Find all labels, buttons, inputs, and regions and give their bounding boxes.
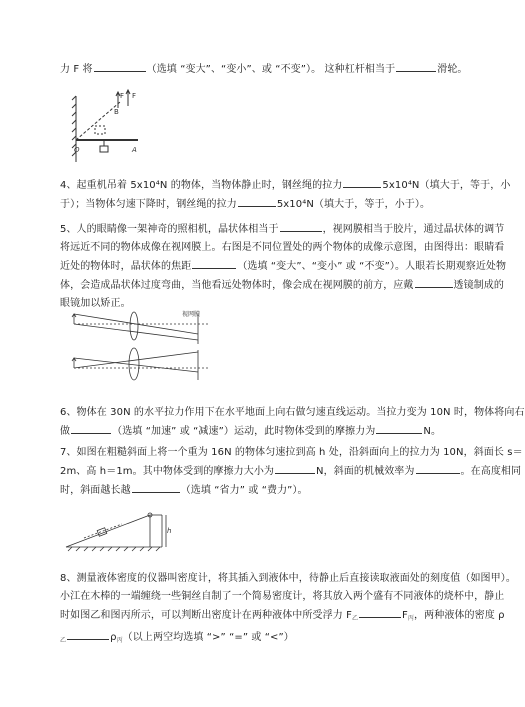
q5-blank-1[interactable] — [280, 220, 322, 232]
q3-text-a: 力 F 将 — [60, 64, 93, 75]
q4-text-b: 5x10⁴N（填大于，等于， — [382, 180, 501, 191]
question-4 — [60, 176, 511, 214]
q5-text-a: 5、人的眼睛像一架神奇的照相机，晶状体相当于 — [60, 224, 279, 235]
q5-text-d: （选填 “变大”、“变小” 或 “不变”）。人眼若长期观察近处物 — [237, 261, 507, 272]
q3-blank-1[interactable] — [94, 60, 146, 72]
q7-text-e: （选填 “省力” 或 “费力”）。 — [180, 485, 308, 496]
q6-blank-1[interactable] — [71, 422, 111, 434]
q3-blank-2[interactable] — [396, 60, 436, 72]
q8-text-a: 时如图乙和图丙所示，可以判断出密度计在两种液体中所受浮力 F — [60, 610, 352, 621]
q3-text-b: （选填 “变大”、“变小”、或 “不变”）。 这种杠杆相当于 — [146, 64, 396, 75]
lever-figure — [68, 88, 158, 166]
incline-figure — [62, 505, 174, 555]
question-5 — [60, 220, 507, 313]
fig-label-o: O — [74, 146, 80, 154]
q5-blank-3[interactable] — [415, 276, 453, 288]
q8-sub-yi-2: 乙 — [60, 637, 67, 644]
height-label: h — [167, 527, 172, 535]
q8-blank-2[interactable] — [67, 628, 109, 640]
q4-text-c: 小 — [500, 180, 511, 191]
q3-text-c: 滑轮。 — [437, 64, 468, 75]
q8-sub-bing: 丙 — [407, 615, 415, 622]
question-3-tail — [60, 60, 468, 79]
q5-text-f: 透镜制成的 — [453, 280, 504, 291]
q7-line-1: 7、如图在粗糙斜面上将一个重为 16N 的物体匀速拉到高 h 处，沿斜面向上的拉力为 10N，斜面长 s＝ — [60, 447, 523, 458]
q6-text-b: （选填 “加速” 或 “减速”）运动，此时物体受到的摩擦力为 — [112, 426, 376, 437]
q8-blank-1[interactable] — [359, 606, 401, 618]
q5-text-c: 近处的物体时，晶状体的焦距 — [60, 261, 192, 272]
q5-text-e: 体，会造成晶状体过度弯曲，当他看远处物体时，像会成在视网膜的前方，应戴 — [60, 280, 414, 291]
q5-line-2: 将远近不同的物体成像在视网膜上。右图是不同位置处的两个物体的成像示意图，由图得出：眼睛看 — [60, 242, 505, 253]
q5-text-b: ，视网膜相当于胶片，通过晶状体的调节 — [322, 224, 505, 235]
retina-label: 视网膜 — [182, 311, 201, 318]
q4-text-d: 于）；当物体匀速下降时，钢丝绳的拉力 — [60, 199, 237, 210]
q4-blank-1[interactable] — [343, 176, 381, 188]
q4-text-e: 5x10⁴N（填大于，等于，小于）。 — [276, 199, 431, 210]
q4-blank-2[interactable] — [238, 195, 276, 207]
q5-line-5: 眼镜加以矫正。 — [60, 298, 131, 309]
q7-text-d: 时，斜面越长越 — [60, 485, 131, 496]
q7-text-c: 。在高度相同 — [460, 466, 522, 477]
q8-sub-yi: 乙 — [351, 615, 359, 622]
q8-text-e: （以上两空均选填 “>” “=” 或 “<”） — [122, 632, 294, 643]
question-6 — [60, 404, 525, 441]
question-8 — [60, 570, 516, 650]
q8-text-b: F — [402, 610, 408, 621]
q6-line-1: 6、物体在 30N 的水平拉力作用下在水平地面上向右做匀速直线运动。当拉力变为 10N 时，物体将向右 — [60, 407, 525, 418]
q6-blank-2[interactable] — [376, 422, 422, 434]
q4-text-a: 4、起重机吊着 5x10⁴N 的物体，当物体静止时，钢丝绳的拉力 — [60, 180, 343, 191]
q8-line-2: 小江在木棒的一端缠绕一些铜丝自制了一个简易密度计，将其放入两个盛有不同液体的烧杯中，静止 — [60, 591, 505, 602]
q8-sub-bing-2: 丙 — [116, 637, 123, 644]
q6-text-a: 做 — [60, 426, 71, 437]
q8-line-1: 8、测量液体密度的仪器叫密度计，将其插入到液体中，待静止后直接读取液面处的刻度值（如图甲）。 — [60, 573, 516, 584]
q5-blank-2[interactable] — [192, 257, 236, 269]
eye-lens-figure — [70, 310, 220, 382]
fig-label-f1: F — [120, 92, 125, 100]
q7-text-a: 2m、高 h＝1m。其中物体受到的摩擦力大小为 — [60, 466, 275, 477]
q8-text-c: ，两种液体的密度 ρ — [414, 610, 505, 621]
fig-label-b: B — [114, 108, 119, 116]
q8-text-d: ρ — [110, 632, 117, 643]
q6-text-c: N。 — [423, 426, 442, 437]
q7-blank-2[interactable] — [416, 462, 460, 474]
q7-blank-3[interactable] — [132, 481, 180, 493]
fig-label-f2: F — [132, 92, 137, 100]
q7-blank-1[interactable] — [275, 462, 315, 474]
question-7 — [60, 444, 523, 500]
q7-text-b: N，斜面的机械效率为 — [316, 466, 415, 477]
fig-label-a: A — [132, 146, 137, 154]
